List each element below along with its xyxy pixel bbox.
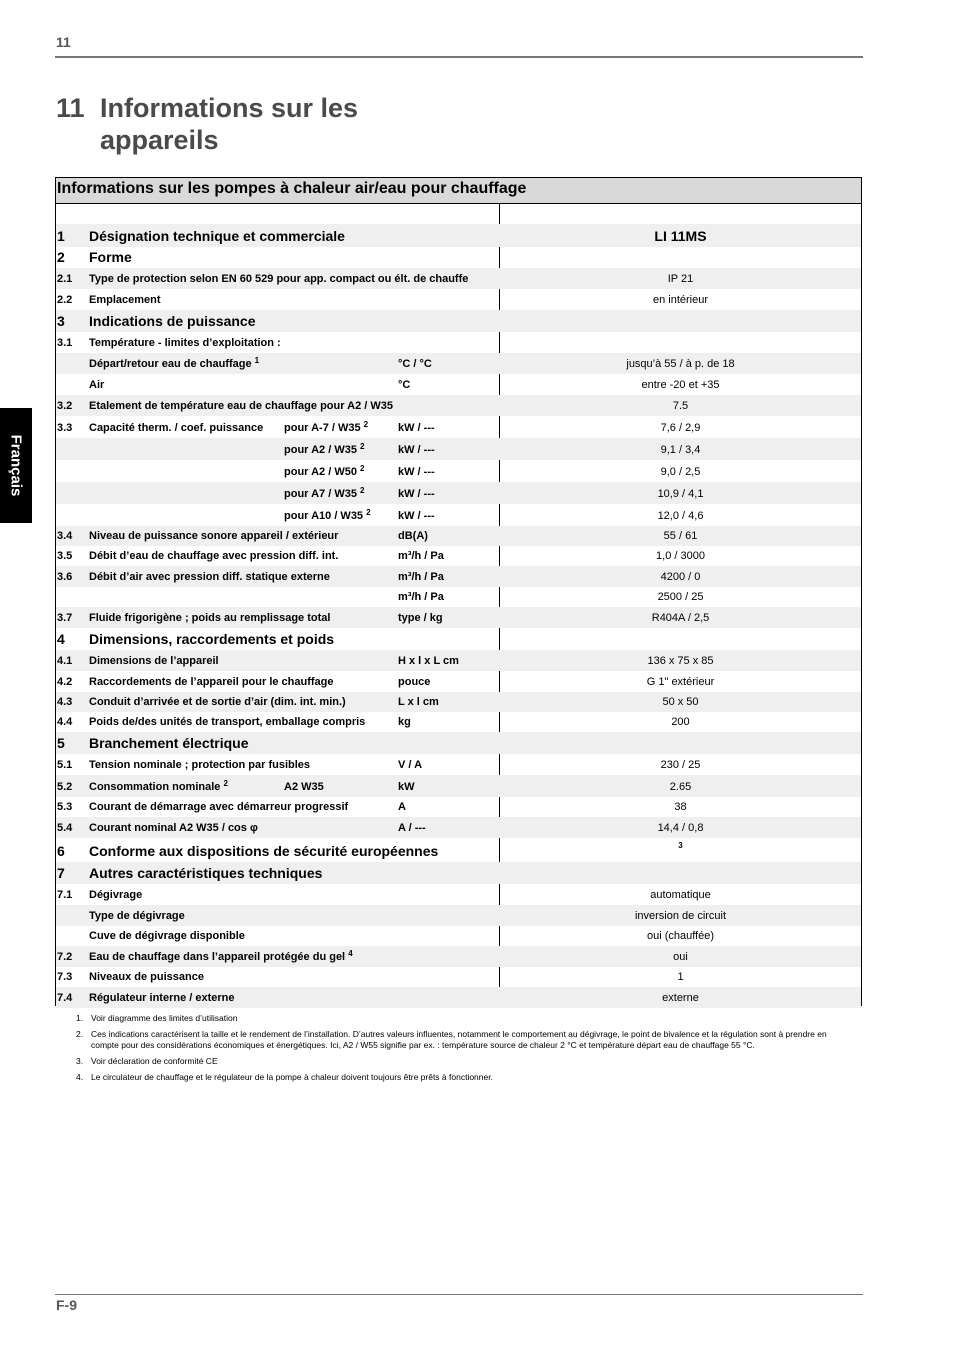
table-row (56, 650, 861, 671)
row-label-text: Courant de démarrage avec démarreur progressif (89, 801, 349, 813)
row-label-text: Tension nominale ; protection par fusibles (89, 759, 311, 771)
row-unit: kW / --- (398, 488, 435, 500)
row-value: inversion de circuit (634, 910, 727, 922)
table-row (56, 438, 861, 460)
row-unit: H x l x L cm (398, 655, 459, 667)
footnote-number: 1. (76, 1013, 84, 1023)
row-unit: kW / --- (398, 510, 435, 522)
row-unit: °C / °C (398, 358, 432, 370)
footer-rule (55, 1294, 863, 1295)
table-row (56, 775, 861, 797)
spec-table (55, 177, 862, 1006)
row-number: 7.1 (57, 889, 73, 901)
row-label (89, 530, 398, 546)
row-label (89, 337, 500, 353)
row-label (89, 228, 500, 247)
footnote-number: 4. (76, 1072, 84, 1082)
footnote-text: Ces indications caractérisent la taille et le rendement de l’installation. D’autres valeurs influentes, notamment le comportement au dégivrage, le point de bivalence et la régulation sont à prendre en compte pour des considérations économiques et énergétiques. Ici, A2 / W55 signifie par ex. : température source de chaleur 2 °C et température départ eau de chauffage 55 °C. (91, 1029, 827, 1050)
row-label (89, 550, 398, 566)
table-row (56, 817, 861, 838)
row-label (89, 400, 500, 416)
row-label (89, 249, 500, 268)
row-value: 136 x 75 x 85 (647, 655, 714, 667)
row-label-text: Emplacement (89, 294, 161, 306)
row-label-text: Capacité therm. / coef. puissance (89, 422, 264, 434)
row-label-text: Fluide frigorigène ; poids au remplissage total (89, 612, 331, 624)
table-row (56, 671, 861, 692)
table-row (56, 946, 861, 967)
footnote-ref: 2 (360, 442, 365, 451)
row-label-text: Dimensions, raccordements et poids (89, 631, 335, 647)
footnote (76, 1072, 846, 1083)
row-label-text: Type de protection selon EN 60 529 pour app. compact ou élt. de chauffe (89, 273, 469, 285)
row-number: 5.1 (57, 759, 73, 771)
footnote-number: 2. (76, 1029, 84, 1039)
table-row (56, 546, 861, 566)
header-rule (55, 56, 863, 58)
row-number: 5.3 (57, 801, 73, 813)
table-row (56, 967, 861, 987)
row-unit: type / kg (398, 612, 443, 624)
footnote-text: Voir diagramme des limites d’utilisation (91, 1013, 238, 1023)
spec-table-gap (56, 204, 861, 224)
row-value: R404A / 2,5 (651, 612, 710, 624)
row-condition (284, 488, 398, 504)
row-value: 10,9 / 4,1 (657, 488, 704, 500)
row-label-text: Etalement de température eau de chauffage pour A2 / W35 (89, 400, 394, 412)
row-label-text: Forme (89, 249, 132, 265)
row-label-text: Cuve de dégivrage disponible (89, 930, 245, 942)
row-number: 3.2 (57, 400, 73, 412)
row-number: 3.1 (57, 337, 73, 349)
section-row (56, 628, 861, 650)
row-label (89, 273, 500, 289)
row-label-text: Poids de/des unités de transport, emballage compris (89, 716, 366, 728)
row-condition-text: pour A7 / W35 (284, 488, 357, 500)
row-number: 3.7 (57, 612, 73, 624)
row-value: 55 / 61 (663, 530, 698, 542)
row-value: oui (673, 951, 688, 963)
spec-table-rows (56, 224, 861, 1008)
row-condition-text: pour A-7 / W35 (284, 422, 361, 434)
row-value: 9,0 / 2,5 (660, 466, 701, 478)
row-number: 5.2 (57, 781, 73, 793)
row-condition-text: pour A10 / W35 (284, 510, 364, 522)
section-row (56, 862, 861, 884)
row-number: 5 (57, 735, 65, 751)
footnote-ref: 1 (254, 356, 260, 365)
row-label-text: Air (89, 379, 105, 391)
row-label (89, 379, 398, 395)
row-condition-text: pour A2 / W50 (284, 466, 357, 478)
row-label-text: Conforme aux dispositions de sécurité européennes (89, 843, 439, 859)
row-value: jusqu’à 55 / à p. de 18 (626, 358, 735, 370)
row-number: 7.4 (57, 992, 73, 1004)
table-row (56, 289, 861, 310)
table-row (56, 526, 861, 546)
row-value: 1,0 / 3000 (656, 550, 705, 562)
row-label (89, 801, 398, 817)
row-value: IP 21 (667, 273, 694, 285)
row-unit: A / --- (398, 822, 426, 834)
row-label (89, 971, 500, 987)
row-label (89, 759, 398, 775)
chapter-number: 11 (56, 93, 85, 123)
table-row (56, 797, 861, 817)
row-label-text: Consommation nominale (89, 781, 221, 793)
row-unit: m³/h / Pa (398, 591, 444, 603)
row-number: 3.3 (57, 422, 73, 434)
footnote-ref: 2 (360, 486, 365, 495)
row-label (89, 294, 500, 310)
chapter-title (56, 92, 420, 156)
table-row (56, 884, 861, 905)
chapter-title-text: Informations sur les appareils (100, 93, 359, 155)
row-value: 2500 / 25 (657, 591, 704, 603)
row-label-text: Température - limites d’exploitation : (89, 337, 281, 349)
row-value: 3 (678, 841, 683, 850)
row-value: entre -20 et +35 (641, 379, 720, 391)
row-label (89, 822, 398, 838)
row-value: 200 (671, 716, 690, 728)
row-label (89, 735, 500, 754)
table-row (56, 692, 861, 712)
table-row (56, 374, 861, 395)
row-number: 3.4 (57, 530, 73, 542)
row-number: 5.4 (57, 822, 73, 834)
section-row (56, 310, 861, 332)
language-side-tab (0, 408, 32, 523)
row-number: 7 (57, 865, 65, 881)
row-unit: °C (398, 379, 411, 391)
row-number: 3.5 (57, 550, 73, 562)
row-number: 7.2 (57, 951, 73, 963)
footnote-ref: 2 (366, 508, 371, 517)
footnote (76, 1029, 846, 1051)
row-label (89, 696, 398, 712)
row-number: 1 (57, 228, 65, 244)
table-row (56, 905, 861, 926)
table-row (56, 332, 861, 353)
row-value: LI 11MS (654, 228, 707, 244)
table-row (56, 395, 861, 416)
row-label (89, 655, 398, 671)
footnotes (76, 1013, 846, 1088)
row-value: externe (662, 992, 699, 1004)
row-label (89, 781, 284, 797)
section-row (56, 224, 861, 247)
row-unit: pouce (398, 676, 431, 688)
row-value: 12,0 / 4,6 (657, 510, 704, 522)
row-condition (284, 510, 398, 526)
footer-page-number: F-9 (56, 1297, 77, 1313)
row-condition (284, 444, 398, 460)
row-label-text: Dégivrage (89, 889, 143, 901)
footnote (76, 1056, 846, 1067)
row-label-text: Conduit d’arrivée et de sortie d’air (dim. int. min.) (89, 696, 346, 708)
row-number: 6 (57, 843, 65, 859)
section-row (56, 838, 861, 862)
row-label (89, 910, 500, 926)
row-label-text: Eau de chauffage dans l’appareil protégée du gel (89, 951, 346, 963)
row-label-text: Régulateur interne / externe (89, 992, 235, 1004)
table-row (56, 712, 861, 732)
table-row (56, 754, 861, 775)
row-value: 14,4 / 0,8 (657, 822, 704, 834)
row-condition (284, 781, 398, 797)
section-row (56, 247, 861, 268)
table-row (56, 416, 861, 438)
row-unit: L x l cm (398, 696, 439, 708)
row-label-text: Courant nominal A2 W35 / cos φ (89, 822, 258, 834)
row-unit: kW (398, 781, 415, 793)
row-label (89, 358, 398, 374)
row-value: 7.5 (672, 400, 689, 412)
table-row (56, 607, 861, 628)
table-row (56, 268, 861, 289)
row-value: automatique (650, 889, 711, 901)
row-label-text: Débit d’air avec pression diff. statique externe (89, 571, 330, 583)
row-label (89, 992, 500, 1008)
row-unit: A (398, 801, 406, 813)
footnote (76, 1013, 846, 1024)
row-condition (284, 466, 398, 482)
row-unit: m³/h / Pa (398, 550, 444, 562)
row-number: 4.4 (57, 716, 73, 728)
footnote-text: Le circulateur de chauffage et le régulateur de la pompe à chaleur doivent toujours être prêts à fonctionner. (91, 1072, 493, 1082)
row-value: 38 (674, 801, 687, 813)
row-value: 230 / 25 (660, 759, 701, 771)
row-value: 1 (677, 971, 684, 983)
footnote-number: 3. (76, 1056, 84, 1066)
row-unit: kg (398, 716, 411, 728)
row-label (89, 313, 500, 332)
row-label (89, 951, 500, 967)
row-label-text: Branchement électrique (89, 735, 249, 751)
row-label (89, 631, 500, 650)
row-number: 4 (57, 631, 65, 647)
row-unit: m³/h / Pa (398, 571, 444, 583)
table-row (56, 926, 861, 946)
table-row (56, 460, 861, 482)
language-side-tab-label: Français (7, 434, 25, 497)
row-label (89, 930, 500, 946)
row-number: 2 (57, 249, 65, 265)
table-row (56, 504, 861, 526)
row-label-text: Désignation technique et commerciale (89, 228, 345, 244)
row-number: 3.6 (57, 571, 73, 583)
table-row (56, 587, 861, 607)
row-value: oui (chauffée) (646, 930, 715, 942)
row-label (89, 422, 284, 438)
row-condition-text: A2 W35 (284, 781, 324, 793)
table-row (56, 987, 861, 1008)
row-number: 3 (57, 313, 65, 329)
row-value: 2.65 (669, 781, 692, 793)
row-label-text: Raccordements de l’appareil pour le chauffage (89, 676, 334, 688)
row-label (89, 889, 500, 905)
spec-table-title: Informations sur les pompes à chaleur air/eau pour chauffage (56, 178, 861, 204)
row-number: 2.1 (57, 273, 73, 285)
row-label-text: Départ/retour eau de chauffage (89, 358, 252, 370)
header-page-number: 11 (56, 34, 71, 50)
row-unit: dB(A) (398, 530, 428, 542)
row-value: 50 x 50 (662, 696, 699, 708)
row-value: en intérieur (652, 294, 709, 306)
row-number: 2.2 (57, 294, 73, 306)
row-condition-text: pour A2 / W35 (284, 444, 357, 456)
row-label-text: Type de dégivrage (89, 910, 185, 922)
row-number: 4.3 (57, 696, 73, 708)
row-number: 7.3 (57, 971, 73, 983)
footnote-ref: 2 (360, 464, 365, 473)
row-unit: kW / --- (398, 422, 435, 434)
row-unit: kW / --- (398, 466, 435, 478)
table-row (56, 566, 861, 587)
row-label (89, 676, 398, 692)
footnote-text: Voir déclaration de conformité CE (91, 1056, 218, 1066)
row-label-text: Niveau de puissance sonore appareil / extérieur (89, 530, 339, 542)
row-value: 7,6 / 2,9 (660, 422, 701, 434)
row-label-text: Dimensions de l’appareil (89, 655, 219, 667)
row-label (89, 571, 398, 587)
row-unit: kW / --- (398, 444, 435, 456)
row-label (89, 612, 398, 628)
footnote-ref: 2 (223, 779, 228, 788)
row-value: G 1" extérieur (646, 676, 715, 688)
row-label-text: Niveaux de puissance (89, 971, 204, 983)
row-value: 9,1 / 3,4 (660, 444, 701, 456)
footnote-ref: 2 (363, 420, 369, 429)
row-label (89, 865, 500, 884)
row-number: 4.1 (57, 655, 73, 667)
row-condition (284, 422, 398, 438)
row-label-text: Débit d’eau de chauffage avec pression diff. int. (89, 550, 339, 562)
table-row (56, 482, 861, 504)
row-label (89, 843, 500, 862)
table-row (56, 353, 861, 374)
footnote-ref: 4 (348, 949, 353, 958)
row-label (89, 716, 398, 732)
row-unit: V / A (398, 759, 423, 771)
section-row (56, 732, 861, 754)
row-label-text: Indications de puissance (89, 313, 256, 329)
row-number: 4.2 (57, 676, 73, 688)
row-value: 4200 / 0 (660, 571, 701, 583)
row-label-text: Autres caractéristiques techniques (89, 865, 323, 881)
